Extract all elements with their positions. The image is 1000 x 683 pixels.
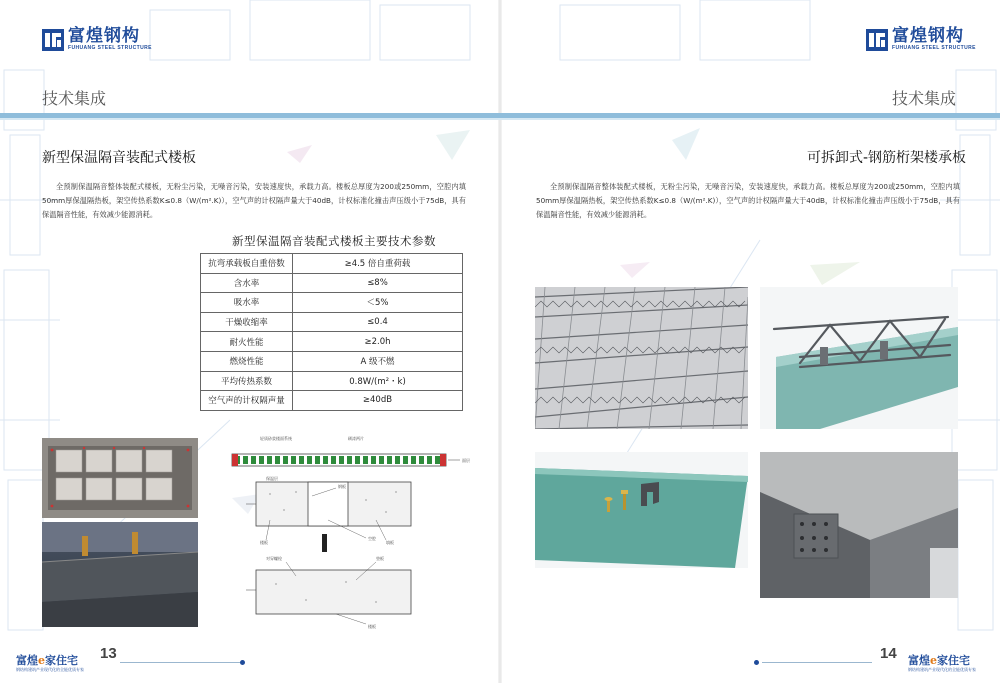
param-value-cell: ≥4.5 倍自重荷载 bbox=[293, 254, 463, 274]
intro-paragraph: 全预制保温隔音整体装配式楼板，无粉尘污染，无噪音污染，安装速度快，承载力高。楼板总厚度为200或250mm，空腔内填50mm厚保温隔热板，架空传热系数K≤0.8（W/(m².K)），空气声的计权隔声量大于40dB，计权标准化撞击声压级小于75dB，具有保温隔音性能，有效减少能源消耗。 bbox=[42, 182, 466, 219]
drawing-label-l3: 楼板 bbox=[260, 540, 268, 545]
table-row bbox=[201, 273, 463, 293]
footer-line bbox=[762, 662, 872, 663]
rebar-mesh-drawing bbox=[535, 287, 748, 429]
page-heading: 可拆卸式-钢筋桁架楼承板 bbox=[807, 150, 967, 166]
param-value-cell: ＜5% bbox=[293, 293, 463, 313]
param-name-cell: 吸水率 bbox=[201, 293, 293, 313]
header-bar-light bbox=[500, 118, 1000, 120]
spec-table bbox=[200, 253, 463, 411]
section-drawing bbox=[226, 430, 480, 630]
param-name-cell: 耐火性能 bbox=[201, 332, 293, 352]
footer-brand-name bbox=[16, 655, 84, 667]
logo-chinese: 富煌钢构 bbox=[892, 26, 964, 46]
header-bar-light bbox=[0, 118, 500, 120]
param-value-cell: A 级不燃 bbox=[293, 351, 463, 371]
footer-brand-e: e bbox=[38, 654, 45, 667]
drawing-label-l5: 对穿螺栓 bbox=[266, 556, 282, 561]
factory-drawing bbox=[42, 522, 198, 627]
param-value-cell: ≥2.0h bbox=[293, 332, 463, 352]
truss-board-photo bbox=[760, 287, 958, 429]
drawing-label-l1: 钢板 bbox=[338, 484, 346, 489]
logo-chinese: 富煌钢构 bbox=[68, 26, 140, 46]
page-number: 13 bbox=[100, 645, 117, 662]
logo-mark-icon bbox=[42, 29, 64, 51]
table-row bbox=[201, 351, 463, 371]
installed-ceiling-photo bbox=[760, 452, 958, 598]
param-name-cell: 燃烧性能 bbox=[201, 351, 293, 371]
footer-brand bbox=[908, 655, 976, 672]
drawing-label-mid: 保温层 bbox=[266, 476, 278, 481]
drawing-label-l2: 空腔 bbox=[368, 536, 376, 541]
param-name-cell: 空气声的计权隔声量 bbox=[201, 391, 293, 411]
section-title: 技术集成 bbox=[42, 89, 107, 108]
footer-brand-e: e bbox=[930, 654, 937, 667]
truss-board-drawing bbox=[760, 287, 958, 429]
param-value-cell: ≤0.4 bbox=[293, 312, 463, 332]
footer-brand-post: 家住宅 bbox=[937, 654, 970, 667]
page-number: 14 bbox=[880, 645, 897, 662]
param-name-cell: 抗弯承载板自重倍数 bbox=[201, 254, 293, 274]
table-row bbox=[201, 332, 463, 352]
footer-brand bbox=[16, 655, 84, 672]
drawing-label-top-a: 轻质砂浆楼面系统 bbox=[260, 436, 292, 441]
logo-mark-icon bbox=[866, 29, 888, 51]
floor-panel-photo bbox=[42, 438, 198, 518]
brand-logo bbox=[42, 28, 152, 51]
param-value-cell: 0.8W/(m²・k) bbox=[293, 371, 463, 391]
installed-ceiling-drawing bbox=[760, 452, 958, 598]
logo-english: FUHUANG STEEL STRUCTURE bbox=[68, 45, 152, 51]
fastener-board-photo bbox=[535, 452, 748, 568]
rebar-mesh-photo bbox=[535, 287, 748, 429]
footer-dot bbox=[754, 660, 759, 665]
fastener-board-drawing bbox=[535, 452, 748, 568]
footer-brand-name bbox=[908, 655, 976, 667]
table-row bbox=[201, 312, 463, 332]
table-row bbox=[201, 391, 463, 411]
footer-brand-sub: 钢结构建筑产业现代化的全能优质专家 bbox=[908, 667, 976, 672]
param-value-cell: ≤8% bbox=[293, 273, 463, 293]
footer-line bbox=[120, 662, 240, 663]
drawing-label-l7: 楼板 bbox=[368, 624, 376, 629]
drawing-label-side: 面层 bbox=[462, 458, 470, 463]
factory-install-photo bbox=[42, 522, 198, 627]
footer-brand-post: 家住宅 bbox=[45, 654, 78, 667]
table-row bbox=[201, 254, 463, 274]
footer-brand-pre: 富煌 bbox=[16, 654, 38, 667]
table-title: 新型保温隔音装配式楼板主要技术参数 bbox=[232, 234, 436, 248]
page-heading: 新型保温隔音装配式楼板 bbox=[42, 150, 196, 166]
logo-english: FUHUANG STEEL STRUCTURE bbox=[892, 45, 976, 51]
drawing-label-l6: 垫板 bbox=[376, 556, 384, 561]
footer-dot bbox=[240, 660, 245, 665]
drawing-label-l4: 填板 bbox=[386, 540, 394, 545]
table-row bbox=[201, 371, 463, 391]
param-name-cell: 平均传热系数 bbox=[201, 371, 293, 391]
table-row bbox=[201, 293, 463, 313]
section-drawing-svg bbox=[226, 430, 480, 630]
param-name-cell: 含水率 bbox=[201, 273, 293, 293]
intro-paragraph: 全预制保温隔音整体装配式楼板，无粉尘污染，无噪音污染，安装速度快，承载力高。楼板总厚度为200或250mm，空腔内填50mm厚保温隔热板，架空传热系数K≤0.8（W/(m².K)），空气声的计权隔声量大于40dB，计权标准化撞击声压级小于75dB，具有保温隔音性能，有效减少能源消耗。 bbox=[536, 182, 960, 219]
floor-panel-drawing bbox=[42, 438, 198, 518]
section-title: 技术集成 bbox=[892, 89, 957, 108]
param-name-cell: 干燥收缩率 bbox=[201, 312, 293, 332]
drawing-label-top-b: 刷漆两片 bbox=[348, 436, 364, 441]
footer-brand-sub: 钢结构建筑产业现代化的全能优质专家 bbox=[16, 667, 84, 672]
footer-brand-pre: 富煌 bbox=[908, 654, 930, 667]
right-page bbox=[500, 0, 1000, 683]
brand-logo-right bbox=[866, 28, 976, 51]
param-value-cell: ≥40dB bbox=[293, 391, 463, 411]
